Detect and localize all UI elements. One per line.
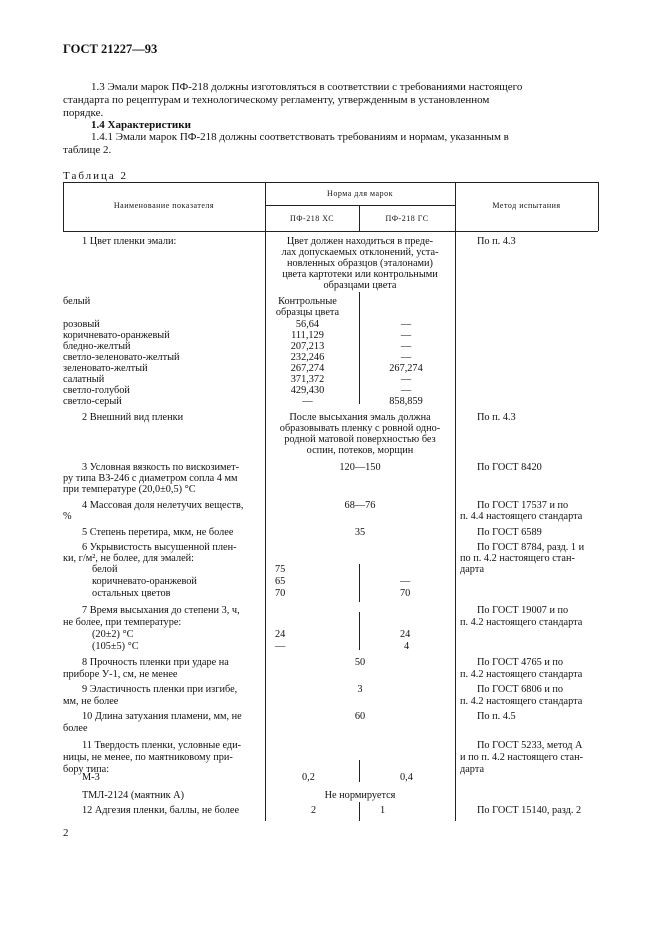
row9-name-line1: 9 Эластичность пленки при изгибе,	[82, 684, 238, 695]
color-name: светло-серый	[63, 396, 122, 407]
header-norm: Норма для марок	[327, 189, 393, 198]
row4-name-line2: %	[63, 511, 72, 522]
row12-name: 12 Адгезия пленки, баллы, не более	[82, 805, 240, 816]
color-xc: 371,372	[290, 374, 325, 385]
row6-method-line1: По ГОСТ 8784, разд. 1 и	[477, 542, 585, 553]
row2-norm-line3: родной матовой поверхностью без	[284, 434, 436, 445]
row6-sub-name: остальных цветов	[92, 588, 171, 599]
row9-method-line1: По ГОСТ 6806 и по	[477, 684, 564, 695]
row7-sub-gs: 24	[400, 629, 411, 640]
color-xc: 111,129	[291, 330, 324, 341]
row8-method-line1: По ГОСТ 4765 и по	[477, 657, 564, 668]
row7-sub-name: (20±2) °С	[92, 629, 134, 640]
row6-name-line1: 6 Укрывистость высушенной плен-	[82, 542, 237, 553]
color-xc: 56,64	[295, 319, 320, 330]
color-gs: —	[400, 319, 412, 330]
row11-name-line1: 11 Твердость пленки, условные еди-	[82, 740, 242, 751]
color-xc: —	[302, 396, 313, 407]
row9-method-line2: п. 4.2 настоящего стандарта	[460, 696, 583, 707]
row12-gs: 1	[380, 805, 386, 816]
row5-name: 5 Степень перетира, мкм, не более	[82, 527, 234, 538]
color-gs: 267,274	[389, 363, 423, 374]
color-xc: образцы цвета	[275, 307, 340, 318]
row8-name-line1: 8 Прочность пленки при ударе на	[82, 657, 229, 668]
row7-sub-xc: 24	[275, 629, 286, 640]
color-name: розовый	[63, 319, 100, 330]
color-xc: 232,246	[290, 352, 325, 363]
row6-sub-xc: 65	[275, 576, 286, 587]
row11-method-line2: и по п. 4.2 настоящего стан-	[460, 752, 584, 763]
para-1-3-line1: 1.3 Эмали марок ПФ-218 должны изготовляться в соответствии с требованиями настоящего	[91, 81, 523, 93]
row11-method-line3: дарта	[460, 764, 485, 775]
row9-name-line2: мм, не более	[63, 696, 119, 707]
row8-norm: 50	[354, 657, 366, 668]
row11-method-line1: По ГОСТ 5233, метод А	[477, 740, 583, 751]
row11-sub-xc: 0,2	[302, 772, 315, 783]
color-xc: 429,430	[290, 385, 325, 396]
row4-norm: 68—76	[344, 500, 376, 511]
row4-name-line1: 4 Массовая доля нелетучих веществ,	[82, 500, 244, 511]
row3-norm: 120—150	[339, 462, 381, 473]
row6-method-line2: по п. 4.2 настоящего стан-	[460, 553, 575, 564]
color-gs: —	[400, 352, 412, 363]
color-name: зеленовато-желтый	[63, 363, 148, 374]
document-code: ГОСТ 21227—93	[63, 42, 158, 56]
row5-method: По ГОСТ 6589	[477, 527, 542, 538]
row8-name-line2: приборе У-1, см, не менее	[63, 669, 178, 680]
row6-sub-gs: —	[400, 576, 411, 587]
header-name: Наименование показателя	[113, 201, 215, 210]
row3-name-line1: 3 Условная вязкость по вискозимет-	[82, 462, 240, 473]
color-name: светло-зеленовато-желтый	[63, 352, 180, 363]
row10-method: По п. 4.5	[477, 711, 516, 722]
row1-norm-line5: образцами цвета	[323, 280, 397, 291]
row2-norm-line1: После высыхания эмаль должна	[289, 412, 431, 423]
row2-name: 2 Внешний вид пленки	[82, 412, 184, 423]
row5-norm: 35	[354, 527, 366, 538]
row7-sub-name: (105±5) °С	[92, 641, 139, 652]
color-name: белый	[63, 296, 91, 307]
row12-method: По ГОСТ 15140, разд. 2	[477, 805, 582, 816]
row7-method-line1: По ГОСТ 19007 и по	[477, 605, 569, 616]
row1-norm-line2: лах допускаемых отклонений, уста-	[281, 247, 439, 258]
row6-sub-xc: 75	[275, 564, 286, 575]
para-1-3-line3: порядке.	[63, 107, 104, 119]
row4-method-line2: п. 4.4 настоящего стандарта	[460, 511, 583, 522]
section-1-4-title: 1.4 Характеристики	[91, 119, 191, 131]
row6-sub-name: белой	[92, 564, 118, 575]
color-name: бледно-желтый	[63, 341, 131, 352]
row4-method-line1: По ГОСТ 17537 и по	[477, 500, 569, 511]
row2-norm-line4: оспин, потеков, морщин	[306, 445, 414, 456]
row6-sub-name: коричневато-оранжевой	[92, 576, 197, 587]
row7-sub-xc: —	[275, 641, 286, 652]
page-number: 2	[63, 827, 69, 839]
row12-xc: 2	[311, 805, 317, 816]
row7-name-line2: не более, при температуре:	[63, 617, 182, 628]
header-pf218-gs: ПФ-218 ГС	[385, 214, 429, 223]
row11-sub-name: М-3	[82, 772, 100, 783]
row8-method-line2: п. 4.2 настоящего стандарта	[460, 669, 583, 680]
para-1-4-1-line2: таблице 2.	[63, 144, 112, 156]
row2-norm-line2: образовывать пленку с ровной одно-	[279, 423, 441, 434]
row1-norm-line3: новленных образцов (эталонами)	[287, 258, 433, 269]
color-gs: —	[400, 330, 412, 341]
row6-method-line3: дарта	[460, 564, 485, 575]
color-gs: —	[400, 374, 412, 385]
para-1-4-1-line1: 1.4.1 Эмали марок ПФ-218 должны соответствовать требованиям и нормам, указанным в	[91, 131, 509, 143]
color-gs: —	[400, 385, 412, 396]
row1-norm-line4: цвета картотеки или контрольными	[282, 269, 438, 280]
row6-name-line2: ки, г/м², не более, для эмалей:	[63, 553, 195, 564]
table-caption: Таблица 2	[63, 170, 129, 182]
para-1-3-line2: стандарта по рецептурам и технологическому регламенту, утвержденным в установленном	[63, 94, 490, 106]
row6-sub-gs: 70	[400, 588, 411, 599]
row11-tml-norm: Не нормируется	[324, 790, 396, 801]
row11-name-line2: ницы, не менее, по маятниковому при-	[63, 752, 233, 763]
color-gs: 858,859	[389, 396, 423, 407]
row9-norm: 3	[357, 684, 363, 695]
color-xc: 267,274	[290, 363, 325, 374]
row7-name-line1: 7 Время высыхания до степени 3, ч,	[82, 605, 240, 616]
color-name: салатный	[63, 374, 105, 385]
color-gs: —	[400, 341, 412, 352]
row1-norm-line1: Цвет должен находиться в преде-	[286, 236, 434, 247]
color-name: коричневато-оранжевый	[63, 330, 170, 341]
row10-name-line2: более	[63, 723, 88, 734]
row10-name-line1: 10 Длина затухания пламени, мм, не	[82, 711, 242, 722]
color-name: светло-голубой	[63, 385, 130, 396]
color-xc: 207,213	[290, 341, 325, 352]
row3-name-line3: при температуре (20,0±0,5) °С	[63, 484, 196, 495]
row2-method: По п. 4.3	[477, 412, 516, 423]
header-pf218-xc: ПФ-218 ХС	[289, 214, 335, 223]
row11-tml-name: ТМЛ-2124 (маятник А)	[82, 790, 185, 801]
row11-name-line3: бору типа:	[63, 764, 110, 775]
header-method: Метод испытания	[492, 201, 561, 210]
row7-sub-gs: 4	[404, 641, 410, 652]
row3-name-line2: ру типа ВЗ-246 с диаметром сопла 4 мм	[63, 473, 238, 484]
row1-method: По п. 4.3	[477, 236, 516, 247]
row3-method: По ГОСТ 8420	[477, 462, 542, 473]
color-xc: Контрольные	[278, 296, 337, 307]
row10-norm: 60	[354, 711, 366, 722]
row6-sub-xc: 70	[275, 588, 286, 599]
row1-name: 1 Цвет пленки эмали:	[82, 236, 177, 247]
row11-sub-gs: 0,4	[400, 772, 413, 783]
row7-method-line2: п. 4.2 настоящего стандарта	[460, 617, 583, 628]
